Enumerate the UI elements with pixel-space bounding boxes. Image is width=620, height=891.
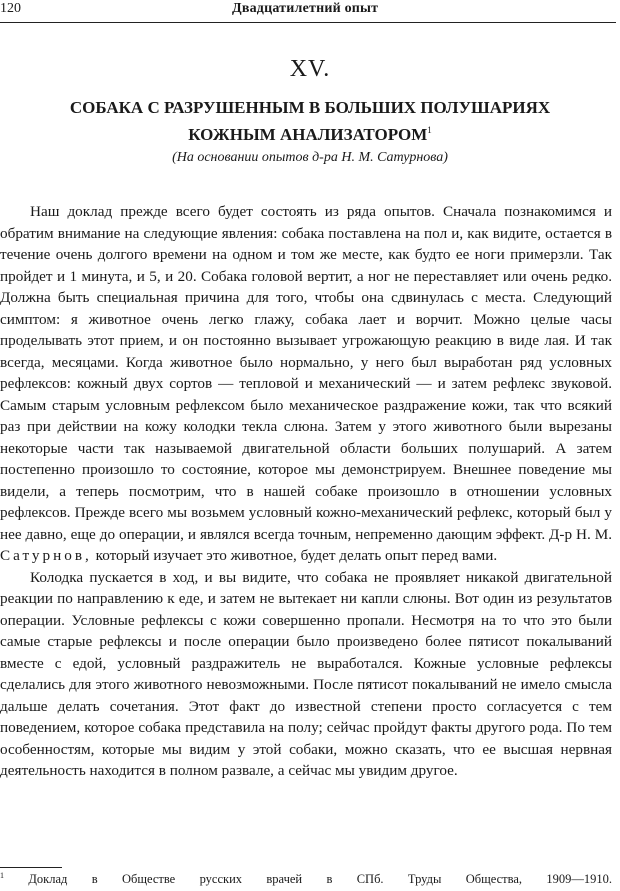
page-number: 120 [0,1,21,16]
body-text [0,201,612,782]
chapter-title-text: СОБАКА С РАЗРУШЕННЫМ В БОЛЬШИХ ПОЛУШАРИЯХ КОЖНЫМ АНАЛИЗАТОРОМ [69,98,551,144]
footnote-marker: 1 [0,871,4,880]
footnote-divider [0,867,62,868]
chapter-number: XV. [289,56,331,82]
running-head [0,0,616,23]
person-name-spaced: Сатурнов, [0,547,92,564]
paragraph-text: который изучает это животное, будет делать опыт перед вами. [95,547,498,564]
chapter-title [40,96,580,146]
paragraph: Колодка пускается в ход, и вы видите, что собака не проявляет никакой двигательной реакции по направлению к еде, и затем не вытекает ни капли слюны. Вот один из результатов операции. Условные рефлексы с кожи совершенно пропали. Несмотря на то что это были самые старые рефлексы и после операции было произведено более пятисот покалываний вместе с едой, условный раздражитель не выработался. Кожные условные рефлексы сделались для этого животного невозможными. После пятисот покалываний не имело смысла дальше делать сочетания. Этот факт до известной степени просто согласуется с тем поведением, которое собака представила на полу; сейчас пройдут факты другого рода. По тем особенностям, которые мы видим у этой собаки, можно сказать, что ее высшая нервная деятельность находится в полном развале, а сейчас мы увидим другое. [0,568,612,779]
footnote [0,871,612,887]
running-title: Двадцатилетний опыт [232,1,379,16]
footnote-reference: 1 [427,125,432,135]
chapter-subtitle: (На основании опытов д-ра Н. М. Сатурнова) [172,150,448,165]
footnote-text: Доклад в Обществе русских врачей в СПб. Труды Общества, 1909—1910. [28,872,612,886]
paragraph-text: Наш доклад прежде всего будет состоять из ряда опытов. Сначала познакомимся и обратим внимание на следующие явления: собака поставлена на пол и, как видите, остается в течение очень долгого времени на одном и том же месте, как будто ее ноги примерзли. Так пройдет и 1 минута, и 5, и 20. Собака головой вертит, а ног не переставляет или очень редко. Должна быть специальная причина для того, чтобы она сдвинулась с места. Следующий симптом: я животное очень легко глажу, собака лает и ворчит. Можно целые часы проделывать этот прием, и он постоянно вызывает угрожающую реакцию в виде лая. И так всегда, месяцами. Когда животное было нормально, у него был выработан ряд условных рефлексов: кожный двух сортов — тепловой и механический — и затем рефлекс звуковой. Самым старым условным рефлексом было механическое раздражение кожи, так что всякий раз при действии на кожу колодки текла слюна. Затем у этого животного были вырезаны некоторые части так называемой двигательной области больших полушарий. А затем постепенно произошло то состояние, которое мы демонстрируем. Внешнее поведение мы видели, а теперь посмотрим, что в нашей собаке произошло в отношении условных рефлексов. Прежде всего мы возьмем условный кожно-механический рефлекс, который был у нее давно, еще до операции, и являлся всегда точным, непременно дающим эффект. Д-р Н. М. [0,203,612,543]
paragraph [0,201,612,567]
